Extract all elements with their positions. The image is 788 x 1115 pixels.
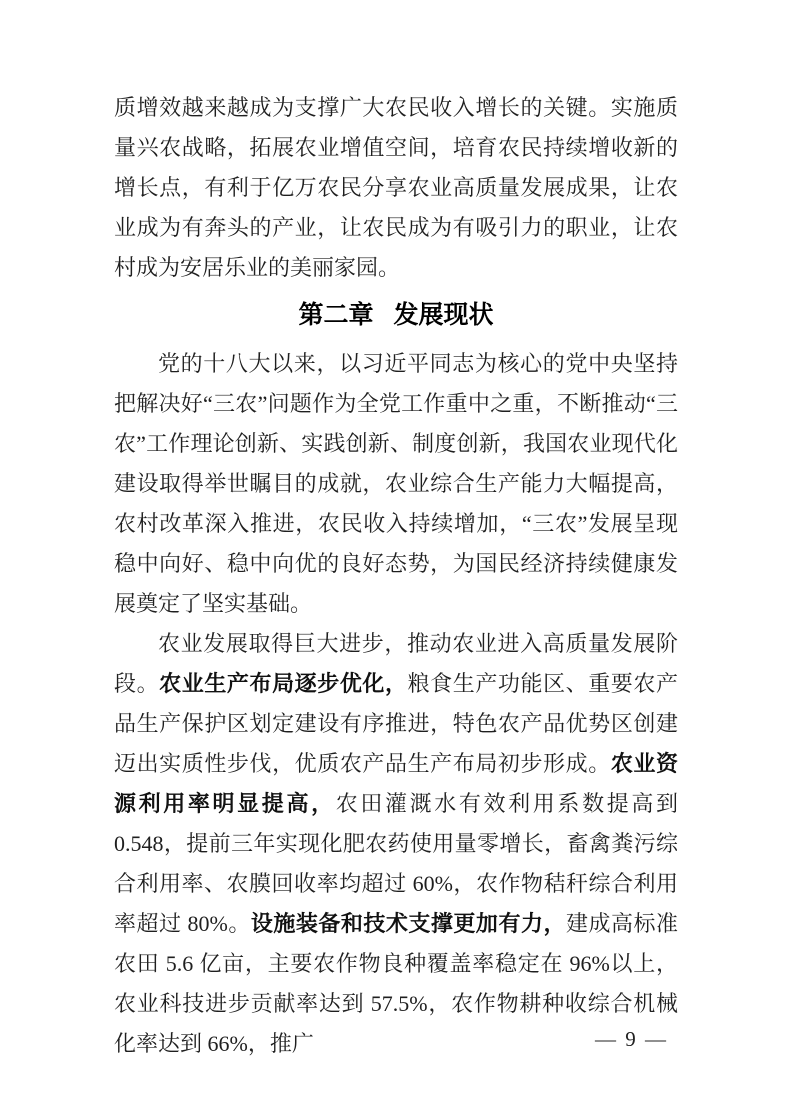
chapter-label: 第二章 [298, 302, 374, 329]
chapter-title: 发展现状 [393, 302, 494, 329]
body-text: 党的十八大以来，以习近平同志为核心的党中央坚持把解决好“三农”问题作为全党工作重中之重，不断推动“三农”工作理论创新、实践创新、制度创新，我国农业现代化建设取得举世瞩目的成就，农业综合生产能力大幅提高，农村改革深入推进，农民收入持续增加，“三农”发展呈现稳中向好、稳中向优的良好态势，为国民经济持续健康发展奠定了坚实基础。 [114, 351, 678, 616]
emphasis-text: 设施装备和技术支撑更加有力， [250, 911, 566, 936]
chapter-heading [114, 296, 678, 336]
body-text: 粮食生产功能区、重要农产品生产保护区划定建设有序推进，特色农产品优势区创建迈出实质性步伐，优质农产品生产布局初步形成。 [114, 671, 678, 776]
paragraph-continuation [114, 88, 678, 288]
emphasis-text: 农业生产布局逐步优化， [159, 671, 408, 696]
body-text: 农田灌溉水有效利用系数提高到 0.548，提前三年实现化肥农药使用量零增长，畜禽粪污综合利用率、农膜回收率均超过 60%，农作物秸秆综合利用率超过 80%。 [114, 791, 678, 936]
body-text: 建成高标准农田 5.6 亿亩，主要农作物良种覆盖率稳定在 96%以上，农业科技进步贡献率达到 57.5%，农作物耕种收综合机械化率达到 66%，推广 [114, 911, 678, 1056]
document-body [114, 88, 678, 1064]
emphasis-text: 农业资源利用率明显提高， [114, 751, 678, 816]
body-text: 质增效越来越成为支撑广大农民收入增长的关键。实施质量兴农战略，拓展农业增值空间，培育农民持续增收新的增长点，有利于亿万农民分享农业高质量发展成果，让农业成为有奔头的产业，让农民成为有吸引力的职业，让农村成为安居乐业的美丽家园。 [114, 95, 678, 280]
paragraph-party-congress [114, 344, 678, 624]
body-text: 农业发展取得巨大进步，推动农业进入高质量发展阶段。 [114, 631, 678, 696]
page-number: — 9 — [595, 1027, 668, 1051]
paragraph-agriculture-progress [114, 624, 678, 1064]
